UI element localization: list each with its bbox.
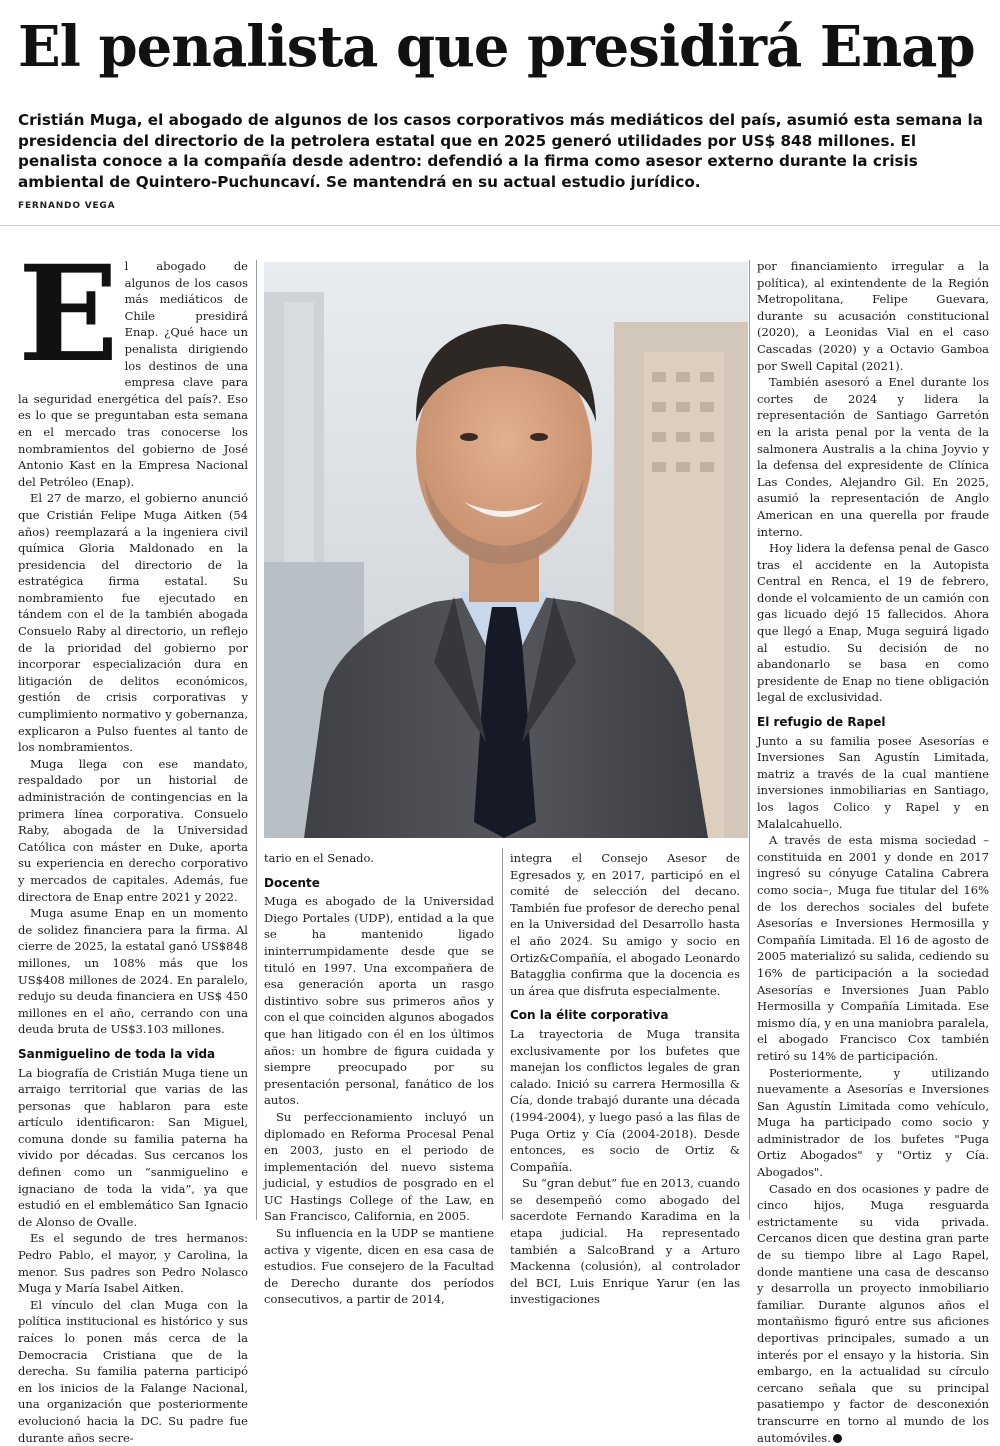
section-heading: Docente bbox=[264, 875, 320, 890]
paragraph: También asesoró a Enel durante los cortes de 2024 y lidera la representación de Santiago Garretón en la arista penal por la venta de la salmonera Australis a la china Joyvio y la defensa del expresidente de Clínica Las Condes, Alejandro Gil. En 2025, asumió la representación de Anglo American en una querella por fraude interno. bbox=[757, 375, 989, 539]
lede: Cristián Muga, el abogado de algunos de los casos corporativos más mediáticos del país, asumió esta semana la presidencia del directorio de la petrolera estatal que en 2025 generó utilidades por US$ 848 millones. El penalista conoce a la compañía desde adentro: defendió a la firma como asesor externo durante la crisis ambiental de Quintero-Puchuncaví. Se mantendrá en su actual estudio jurídico. bbox=[18, 111, 983, 191]
paragraph: integra el Consejo Asesor de Egresados y, en 2017, participó en el comité de selección del decano. También fue profesor de derecho penal en la Universidad del Desarrollo hasta el año 2024. Su amigo y socio en Ortiz&Compañía, el abogado Leonardo Bataggliа confirma que la docencia es un área que disfruta especialmente. bbox=[510, 851, 740, 998]
portrait-illustration bbox=[264, 262, 748, 838]
paragraph: Posteriormente, y utilizando nuevamente a Asesorías e Inversiones San Agustín Limitada como vehículo, Muga ha participado como socio y administrador de los bufetes "Puga Ortiz Abogados" y "Ortiz y Cía. Abogados". bbox=[757, 1065, 989, 1180]
end-mark-icon bbox=[833, 1434, 842, 1443]
paragraph: El vínculo del clan Muga con la política institucional es histórico y sus raíces lo ponen más cerca de la Democracia Cristiana que de la derecha. Su familia paterna participó en los inicios de la Falange Nacional, una organización que posteriormente evolucionó hacia la DC. Su padre fue durante años secre- bbox=[18, 1297, 248, 1445]
paragraph: Su “gran debut” fue en 2013, cuando se desempeñó como abogado del sacerdote Fernando Karadima en la etapa judicial. Ha representado también a SalcoBrand y a Arturo Mackenna (colusión), al controlador del BCI, Luis Enrique Yarur (en las investigaciones bbox=[510, 1176, 740, 1307]
paragraph: La biografía de Cristián Muga tiene un arraigo territorial que varias de las personas que hablaron para este artículo identificaron: San Miguel, comuna donde su familia paterna ha vivido por décadas. Sus cercanos los definen como un “sanmiguelino e ignaciano de toda la vida”, ya que estudió en el emblemático San Ignacio de Alonso de Ovalle. bbox=[18, 1065, 248, 1229]
paragraph-text: Casado en dos ocasiones y padre de cinco hijos, Muga resguarda estrictamente su vida privada. Cercanos dicen que destina gran parte de su tiempo libre al Lago Rapel, donde mantiene una casa de descanso y desarrolla un proyecto inmobiliario familiar. Durante algunos años el montañismo figuró entre sus aficiones deportivas principales, sumado a un interés por el ensayo y la historia. Sin embargo, en la actualidad su círculo cercano señala que su principal pasatiempo y factor de desconexión transcurre en torno al mundo de los automóviles. bbox=[757, 1181, 989, 1445]
paragraph: Su perfeccionamiento incluyó un diplomado en Reforma Procesal Penal en 2003, justo en el periodo de implementación del nuevo sistema judicial, y estudios de posgrado en el UC Hastings College of the Law, en San Francisco, California, en 2005. bbox=[264, 1109, 494, 1224]
drop-cap: E bbox=[18, 237, 119, 392]
paragraph: Muga es abogado de la Universidad Diego Portales (UDP), entidad a la que se ha mantenido ligado ininterrumpidamente desde que se tituló en 1997. Una excompañera de esa generación aporta un rasgo distintivo sobre sus primeros años y con el que coinciden algunos abogados que han litigado con él en los últimos años: un hombre de figura cuidada y siempre preocupado por su presentación personal, fanático de los autos. bbox=[264, 894, 494, 1108]
paragraph: Muga asume Enap en un momento de solidez financiera para la firma. Al cierre de 2025, la estatal ganó US$848 millones, un 108% más que los US$408 millones de 2024. En paralelo, redujo su deuda financiera en US$ 450 millones en el año, cerrando con una deuda bruta de US$3.103 millones. bbox=[18, 906, 248, 1037]
paragraph: por financiamiento irregular a la política), al exintendente de la Región Metropolitana, Felipe Guevara, durante su acusación constitucional (2020), a Leonidas Vial en el caso Cascadas (2020) y a Octavio Gamboa por Swell Capital (2021). bbox=[757, 259, 989, 373]
top-divider bbox=[0, 225, 1000, 226]
paragraph: tario en el Senado. bbox=[264, 851, 374, 865]
paragraph: Muga llega con ese mandato, respaldado por un historial de administración de contingencias en la primera línea corporativa. Consuelo Raby, abogada de la Universidad Católica con máster en Duke, aporta su experiencia en derecho corporativo y mercados de capitales. Además, fue directora de Enap entre 2021 y 2022. bbox=[18, 756, 248, 904]
column-2 bbox=[264, 850, 494, 1307]
paragraph: A través de esta misma sociedad –constituida en 2001 y donde en 2017 ingresó su cónyuge Catalina Cabrera como socia–, Muga fue titular del 16% de los derechos sociales del bufete Asesorías e Inversiones Hermosilla y Compañía Limitada. El 16 de agosto de 2005 materializó su salida, cediendo su 16% de participación a la sociedad Asesorías e Inversiones Juan Pablo Hermosilla y Compañía Limitada. Ese mismo día, y en una maniobra paralela, el abogado Francisco Cox también retiró su 14% de participación. bbox=[757, 833, 989, 1063]
section-heading: El refugio de Rapel bbox=[757, 715, 886, 730]
paragraph: La trayectoria de Muga transita exclusivamente por los bufetes que manejan los conflictos legales de gran calado. Inició su carrera Hermosilla & Cía, donde trabajó durante una década (1994-2004), y luego pasó a las filas de Puga Ortiz y Cía (2004-2018). Desde entonces, es socio de Ortiz & Compañía. bbox=[510, 1026, 740, 1174]
paragraph: Junto a su familia posee Asesorías e Inversiones San Agustín Limitada, matriz a través de la cual mantiene inversiones inmobiliarias en Santiago, los lagos Colico y Rapel y en Malalcahuello. bbox=[757, 733, 989, 831]
section-heading: Con la élite corporativa bbox=[510, 1008, 669, 1023]
column-rule bbox=[502, 848, 503, 1220]
paragraph bbox=[757, 1181, 989, 1446]
column-rule bbox=[749, 260, 750, 1220]
section-heading: Sanmiguelino de toda la vida bbox=[18, 1046, 216, 1061]
column-1 bbox=[18, 237, 248, 1445]
paragraph: Hoy lidera la defensa penal de Gasco tras el accidente en la Autopista Central en Renca, el 19 de febrero, donde el volcamiento de un camión con gas licuado dejó 15 fallecidos. Ahora que llegó a Enap, Muga seguirá ligado al estudio. Su decisión de no abandonarlo se basa en como presidente de Enap no tiene obligación legal de exclusividad. bbox=[757, 541, 989, 705]
paragraph: Es el segundo de tres hermanos: Pedro Pablo, el mayor, y Carolina, la menor. Sus padres son Pedro Nolasco Muga y María Isabel Aitken. bbox=[18, 1231, 248, 1296]
byline: FERNANDO VEGA bbox=[18, 201, 116, 211]
column-3 bbox=[510, 850, 740, 1307]
headline: El penalista que presidirá Enap bbox=[18, 14, 975, 80]
paragraph: l abogado de algunos de los casos más mediáticos de Chile presidirá Enap. ¿Qué hace un penalista dirigiendo los destinos de una empresa clave para la seguridad energética del país?. Eso es lo que se preguntaban esta semana en el mercado tras conocerse los nombramientos del gobierno de José Antonio Kast en la Empresa Nacional del Petróleo (Enap). bbox=[18, 259, 248, 489]
column-4 bbox=[757, 258, 989, 1445]
paragraph: Su influencia en la UDP se mantiene activa y vigente, dicen en esa casa de estudios. Fue consejero de la Facultad de Derecho durante dos períodos consecutivos, a partir de 2014, bbox=[264, 1226, 494, 1307]
column-rule bbox=[256, 260, 257, 1220]
paragraph: El 27 de marzo, el gobierno anunció que Cristián Felipe Muga Aitken (54 años) reemplazará a la ingeniera civil química Gloria Maldonado en la presidencia del directorio de la estratégica firma estatal. Su nombramiento fue ejecutado en tándem con el de la también abogada Consuelo Raby al directorio, un reflejo de la prioridad del gobierno por incorporar especialización dura en litigación de delitos económicos, gestión de crisis corporativas y cumplimiento normativo y gobernanza, explicaron a Pulso fuentes al tanto de los nombramientos. bbox=[18, 491, 248, 755]
portrait-photo bbox=[264, 262, 748, 838]
